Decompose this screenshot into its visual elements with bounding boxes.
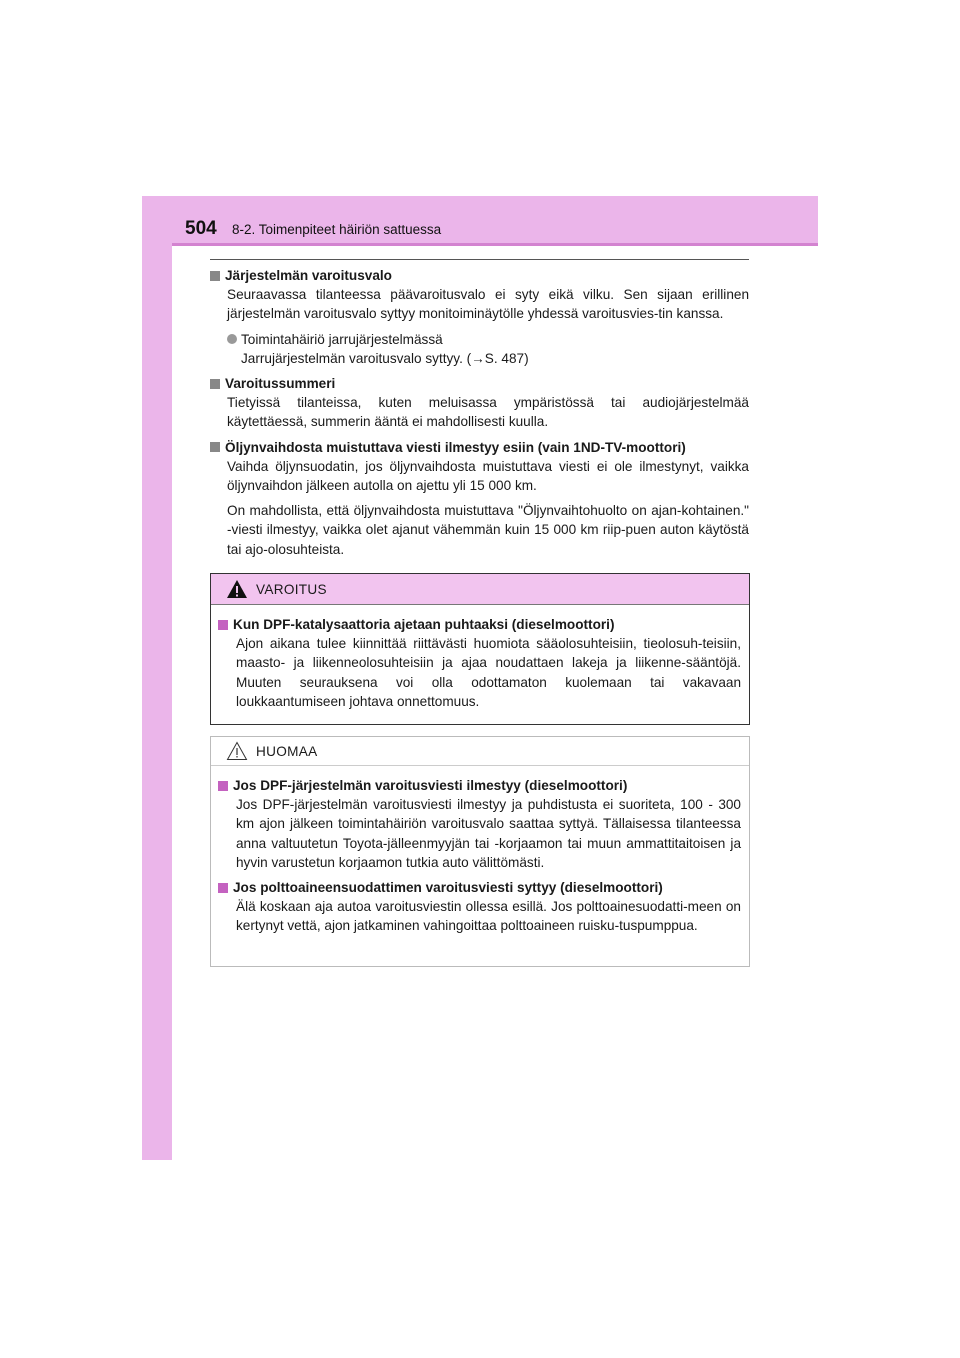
notice-label: HUOMAA — [256, 743, 318, 759]
paragraph: Seuraavassa tilanteessa päävaroitusvalo ei syty eikä vilku. Sen sijaan erillinen järjestelmän varoitusvalo syttyy monitoiminäytölle yhdessä varoitusvies-tin kanssa. — [227, 287, 749, 322]
notice-item-text: Älä koskaan aja autoa varoitusviestin ollessa esillä. Jos polttoainesuodatti-meen on kertynyt vettä, ajon jatkaminen vahingoittaa polttoaineen ruisku-tuspumppua. — [236, 899, 741, 934]
main-content — [210, 266, 749, 559]
paragraph: Vaihda öljynsuodatin, jos öljynvaihdosta muistuttava viesti ei ole ilmestynyt, vaikka öljynvaihdon jälkeen autolla on ajettu yli 15 000 km. — [227, 458, 749, 494]
heading-warning-buzzer: Varoitussummeri — [210, 374, 749, 393]
heading-oil-change-message: Öljynvaihdosta muistuttava viesti ilmestyy esiin (vain 1ND-TV-moottori) — [210, 438, 749, 457]
warning-triangle-icon — [226, 579, 248, 599]
arrow-icon: → — [471, 350, 485, 366]
warning-header — [211, 574, 749, 605]
list-item: Toimintahäiriö jarrujärjestelmässä Jarrujärjestelmän varoitusvalo syttyy. (→S. 487) — [227, 330, 749, 368]
square-bullet-icon — [218, 781, 228, 791]
cross-reference-text: Jarrujärjestelmän varoitusvalo syttyy. (→S. 487) — [241, 350, 529, 366]
square-bullet-icon — [210, 379, 220, 389]
heading-system-warning-light: Järjestelmän varoitusvalo — [210, 266, 749, 285]
square-bullet-icon — [210, 442, 220, 452]
warning-label: VAROITUS — [256, 581, 327, 597]
round-bullet-icon — [227, 334, 237, 344]
section-title: 8-2. Toimenpiteet häiriön sattuessa — [232, 222, 442, 237]
square-bullet-icon — [210, 271, 220, 281]
notice-item-title: Jos DPF-järjestelmän varoitusviesti ilmestyy (dieselmoottori) — [218, 776, 741, 795]
notice-item-text: Jos DPF-järjestelmän varoitusviesti ilmestyy ja puhdistusta ei suoriteta, 100 - 300 km ajon jälkeen toimintahäiriön varoitusvalo saattaa syttyä. Tällaisessa tilanteessa anna valtuutetun Toyota-jälleenmyyjän tai -korjaamon tai muun ammattitaitoisen ja hyvin varustetun korjaamon tutkia auto välittömästi. — [236, 797, 741, 870]
square-bullet-icon — [218, 620, 228, 630]
notice-header — [211, 737, 749, 766]
caution-triangle-icon — [226, 741, 248, 761]
warning-item-text: Ajon aikana tulee kiinnittää riittävästi huomiota sääolosuhteisiin, tieolosuh-teisiin, maasto- ja liikenneolosuhteisiin ja ajaa noudattaen lakeja ja liikenne-sääntöjä. Muuten seurauksena voi olla odottamaton kuolemaan tai vakavaan loukkaantumiseen johtava onnettomuus. — [236, 636, 741, 709]
header-rule — [172, 243, 818, 246]
notice-item-title: Jos polttoaineensuodattimen varoitusviesti syttyy (dieselmoottori) — [218, 878, 741, 897]
side-band — [142, 196, 172, 1160]
warning-item-title: Kun DPF-katalysaattoria ajetaan puhtaaksi (dieselmoottori) — [218, 615, 741, 634]
notice-box — [210, 736, 750, 967]
page-number: 504 — [185, 218, 217, 239]
warning-box — [210, 573, 750, 725]
content-top-rule — [210, 259, 749, 260]
paragraph: On mahdollista, että öljynvaihdosta muistuttava "Öljynvaihtohuolto on ajan-kohtainen." -viesti ilmestyy, vaikka olet ajanut vähemmän kuin 15 000 km riip-puen auton käytöstä tai ajo-olosuhteista. — [227, 503, 749, 557]
square-bullet-icon — [218, 883, 228, 893]
paragraph: Tietyissä tilanteissa, kuten meluisassa ympäristössä tai audiojärjestelmää käytettäessä, summerin ääntä ei mahdollisesti kuulla. — [227, 395, 749, 430]
